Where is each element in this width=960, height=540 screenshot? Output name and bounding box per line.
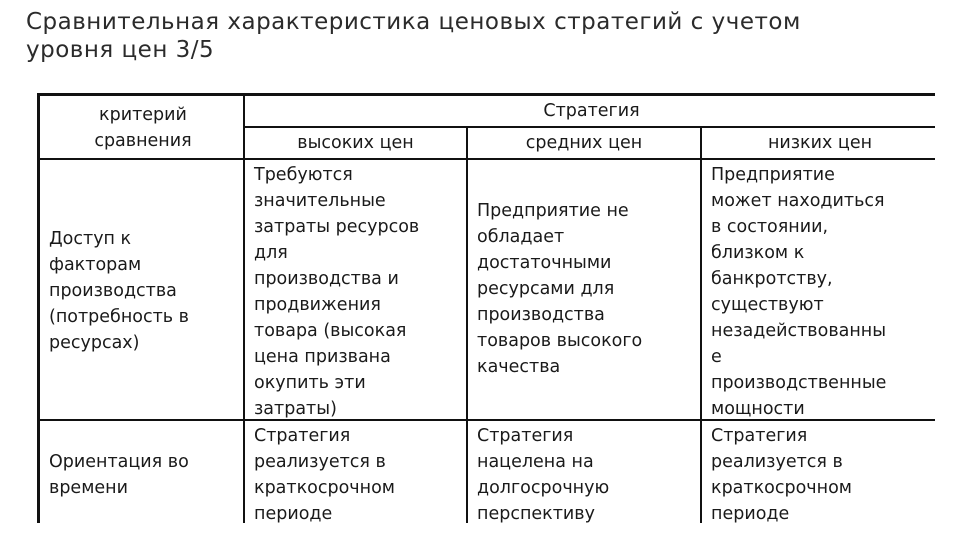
column-header-low-prices: низких цен (702, 128, 938, 158)
cell-time-medium: Стратегия нацелена на долгосрочную перспективу (468, 421, 700, 526)
row-criterion-time: Ориентация во времени (40, 421, 243, 526)
cell-resources-high: Требуются значительные затраты ресурсов для производства и продвижения товара (высокая цена призвана окупить эти затраты) (245, 160, 466, 419)
strategy-header: Стратегия (245, 96, 938, 126)
row-criterion-resources: Доступ к факторам производства (потребность в ресурсах) (40, 160, 243, 419)
cell-resources-medium: Предприятие не обладает достаточными ресурсами для производства товаров высокого качества (468, 160, 700, 419)
comparison-table (37, 93, 935, 523)
cell-time-high: Стратегия реализуется в краткосрочном периоде (245, 421, 466, 526)
cell-time-low: Стратегия реализуется в краткосрочном периоде (702, 421, 938, 526)
criterion-header: критерий сравнения (40, 96, 243, 158)
column-header-medium-prices: средних цен (468, 128, 700, 158)
slide-title: Сравнительная характеристика ценовых стратегий с учетом уровня цен 3/5 (26, 9, 801, 63)
cell-resources-low: Предприятие может находиться в состоянии, близком к банкротству, существуют незадействованны е производственные мощности (702, 160, 938, 419)
column-header-high-prices: высоких цен (245, 128, 466, 158)
